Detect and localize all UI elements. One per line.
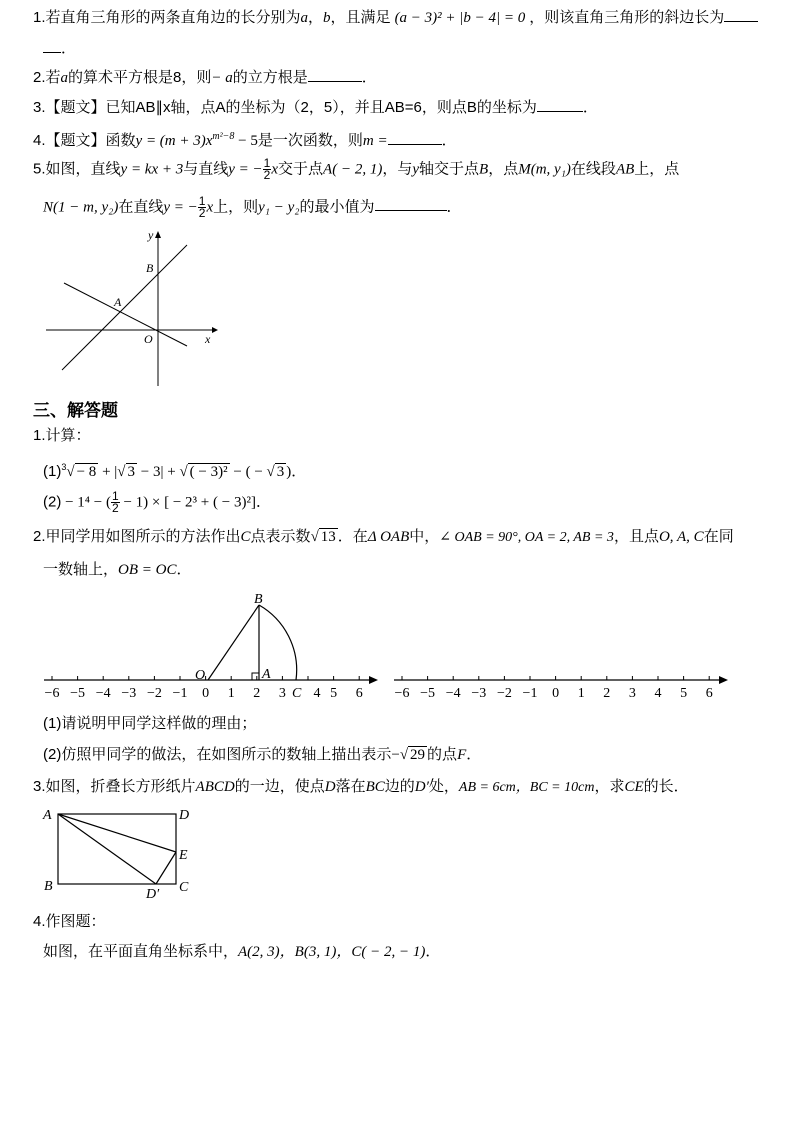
number-line-tick-label: −5 <box>420 686 436 701</box>
line-1-eq: y = kx + 3 <box>120 161 184 178</box>
period: ． <box>466 746 482 763</box>
number-line-tick-label: −6 <box>394 686 410 701</box>
question-text: 上，则 <box>213 198 259 216</box>
radicand: 13 <box>320 529 336 545</box>
question-text: 点表示数 <box>250 528 311 545</box>
question-text: 如图，折叠长方形纸片 <box>45 778 196 795</box>
question-5-cont <box>43 196 462 219</box>
fraction-denominator: 2 <box>263 168 271 182</box>
number-line-tick-label: 5 <box>680 686 688 701</box>
point-c-label: C <box>292 686 302 701</box>
point-f: F <box>457 747 467 763</box>
question-text: 的算术平方根是8，则 <box>68 69 212 86</box>
number-line-tick-label: −3 <box>471 686 487 701</box>
question-text: 的最小值为 <box>299 198 375 216</box>
triangle: Δ OAB <box>367 529 410 545</box>
number-line-tick-label: 4 <box>654 686 662 701</box>
number-line-tick-label: 0 <box>552 686 560 701</box>
answer-blank[interactable] <box>375 196 447 211</box>
question-text: 的立方根是 <box>232 69 308 86</box>
question-text: 若 <box>45 69 61 86</box>
problem-1 <box>33 426 91 446</box>
var-a: a <box>300 10 309 26</box>
question-text: 若直角三角形的两条直角边的长分别为 <box>45 9 301 26</box>
question-text: 的一边，使点 <box>234 778 325 795</box>
problem-1-part-2 <box>43 491 271 514</box>
question-text: ，求 <box>594 778 625 795</box>
period: ． <box>61 40 77 57</box>
number-line-tick-label: 2 <box>253 686 261 701</box>
segment-ce: CE <box>624 779 644 795</box>
fraction-denominator: 2 <box>112 501 119 515</box>
var-m: m = <box>362 133 388 149</box>
period: ． <box>446 198 462 216</box>
difference-expr: y₁ − y₂ <box>258 199 300 216</box>
question-text: 中， <box>409 528 440 545</box>
question-5 <box>33 158 679 181</box>
number-line-tick-label: 3 <box>628 686 636 701</box>
point-b-label: B <box>254 592 263 607</box>
right-angle-mark <box>252 673 259 680</box>
part-label: (2) <box>43 493 62 511</box>
y-arrow <box>155 231 161 238</box>
question-number: 4. <box>33 132 46 149</box>
question-2 <box>33 67 377 88</box>
number-line-tick-label: 0 <box>202 686 210 701</box>
separator: ， <box>308 9 324 26</box>
rectangle <box>58 814 176 884</box>
question-number: 2. <box>33 69 46 86</box>
point-n: N <box>43 199 54 216</box>
point-b-label: B <box>146 261 154 275</box>
question-text: 如图，直线 <box>45 160 121 178</box>
point-c-label: C <box>179 880 189 895</box>
number-line-tick-label: 1 <box>577 686 585 701</box>
points: A(2, 3)，B(3, 1)，C( − 2, − 1) <box>238 944 426 960</box>
problem-2-cont <box>43 560 192 580</box>
question-text: 轴交于点 <box>419 160 480 178</box>
question-text: 的点 <box>427 746 458 763</box>
conditions: ∠ OAB = 90°, OA = 2, AB = 3 <box>439 530 614 545</box>
number-line-tick-label: −1 <box>172 686 188 701</box>
radicand: 3 <box>276 464 285 480</box>
fraction-numerator: 1 <box>112 489 119 503</box>
period: ． <box>582 99 598 116</box>
number-line-tick-label: 6 <box>355 686 363 701</box>
question-1 <box>33 7 758 28</box>
question-3 <box>33 97 598 118</box>
question-text: 的长． <box>643 778 689 795</box>
radicand: 3 <box>127 464 136 480</box>
constant: − 5 <box>234 133 258 149</box>
number-line-1 <box>44 592 378 701</box>
point-a-label: A <box>114 295 122 309</box>
fraction <box>111 491 120 514</box>
point-m: M <box>518 161 531 178</box>
question-number: 1. <box>33 427 46 444</box>
number-line-arrow <box>369 676 378 684</box>
point-m-args: (m, y₁) <box>530 161 571 178</box>
problem-3 <box>33 777 689 798</box>
y-label: y <box>148 228 154 242</box>
question-text: ．在 <box>337 528 368 545</box>
problem-2-part-1: (1)请说明甲同学这样做的理由； <box>43 715 257 732</box>
equation: OB = OC <box>118 562 177 578</box>
line-2-var: x <box>206 199 214 216</box>
math-text: − 1⁴ − ( <box>61 494 111 511</box>
answer-blank[interactable] <box>43 38 61 53</box>
question-text: 落在 <box>335 778 366 795</box>
question-number: 5. <box>33 160 46 178</box>
question-text: 是一次函数，则 <box>257 132 363 149</box>
number-line-tick-label: 1 <box>227 686 235 701</box>
number-line-tick-label: −3 <box>121 686 137 701</box>
radicand: 29 <box>410 747 426 763</box>
point-b: B <box>479 161 489 178</box>
line-neg-half-x <box>64 283 187 346</box>
problem-2: 2.甲同学用如图所示的方法作出C点表示数√ 13 ．在Δ OAB中，∠ OAB = 90°, OA = 2, AB = 3，且点O, A, C在同 <box>33 528 734 545</box>
side-bc: BC <box>365 779 385 795</box>
answer-blank[interactable] <box>537 97 583 112</box>
question-4 <box>33 127 457 151</box>
cube-root-index: 3 <box>61 462 67 472</box>
question-text: ，则该直角三角形的斜边长为 <box>529 9 725 26</box>
point-a: A( − 2, 1) <box>323 161 383 178</box>
number-line-tick-label: 5 <box>330 686 338 701</box>
minus-sign: − <box>391 747 400 763</box>
question-text: ，点 <box>488 160 519 178</box>
number-line-tick-label: 4 <box>313 686 321 701</box>
segment-ad-prime <box>58 814 156 884</box>
radicand: − 8 <box>76 464 97 480</box>
answer-blank[interactable] <box>724 7 758 22</box>
period: ． <box>441 132 457 149</box>
question-text: 在同 <box>703 528 734 545</box>
equation: (a − 3)² + |b − 4| = 0 <box>394 10 526 26</box>
question-text: 【题文】函数 <box>45 132 136 149</box>
neg-a: − a <box>211 70 233 86</box>
period: ． <box>425 943 441 960</box>
question-number: 1. <box>33 9 46 26</box>
number-line-tick-label: 6 <box>705 686 713 701</box>
question-1-cont <box>43 38 76 59</box>
point-d: D <box>324 779 336 795</box>
period: ． <box>176 561 192 578</box>
point-e-label: E <box>179 848 188 863</box>
q5-figure <box>40 226 220 390</box>
point-b-label: B <box>44 879 53 894</box>
number-line-tick-label: −4 <box>95 686 111 701</box>
period: ． <box>361 69 377 86</box>
answer-blank[interactable] <box>308 67 362 82</box>
question-text: ，与 <box>382 160 413 178</box>
number-line-tick-label: −5 <box>70 686 86 701</box>
point-d-prime: D′ <box>414 779 429 795</box>
fraction-denominator: 2 <box>198 206 206 220</box>
fraction-numerator: 1 <box>263 156 271 170</box>
point-d-label: D <box>179 808 190 823</box>
problem-4-cont <box>43 942 440 962</box>
question-text: ，且点 <box>613 528 659 545</box>
part-label: (1) <box>43 463 62 480</box>
question-number: 2. <box>33 528 46 545</box>
number-line-tick-label: −2 <box>146 686 162 701</box>
segment-ob <box>208 605 259 680</box>
problem-4 <box>33 912 106 932</box>
fraction-numerator: 1 <box>198 194 206 208</box>
question-text: 作图题： <box>45 913 106 930</box>
question-text: 计算： <box>45 427 91 444</box>
point-a-label: A <box>262 667 271 682</box>
question-text: (2)仿照甲同学的做法，在如图所示的数轴上描出表示 <box>43 746 392 763</box>
segment-d-prime-e <box>156 852 176 884</box>
number-line-arrow <box>719 676 728 684</box>
line-kx-plus-3 <box>62 245 187 370</box>
section-heading: 三、解答题 <box>33 401 118 420</box>
math-text: − 1) × [ − 2³ + ( − 3)²]． <box>119 494 271 511</box>
point-o-label: O <box>195 668 206 683</box>
x-label: x <box>205 332 211 346</box>
line-2-eq: y = − <box>228 161 263 178</box>
math-text: + | <box>98 464 118 480</box>
radicand: ( − 3)² <box>189 464 228 480</box>
math-text: )． <box>286 464 307 480</box>
question-text: ，且满足 <box>330 9 391 26</box>
answer-blank[interactable] <box>388 130 442 145</box>
line-2-eq: y = − <box>163 199 198 216</box>
question-text: 处， <box>428 778 459 795</box>
function-expr: y = (m + 3)x <box>135 133 213 149</box>
conditions: AB = 6cm，BC = 10cm <box>458 780 595 795</box>
point-a-label: A <box>43 808 52 823</box>
rectangle-abcd: ABCD <box>195 779 235 795</box>
question-text: 在线段 <box>570 160 616 178</box>
var-y: y <box>412 161 420 178</box>
problem-2-part-2: (2)仿照甲同学的做法，在如图所示的数轴上描出表示−√ 29 的点F． <box>43 746 482 763</box>
number-line-2 <box>394 676 728 701</box>
question-text: 【题文】已知AB∥x轴，点A的坐标为（2，5），并且AB=6，则点B的坐标为 <box>45 99 537 116</box>
question-number: 3. <box>33 778 46 795</box>
segment-ae <box>58 814 176 852</box>
p3-figure <box>38 802 208 902</box>
exponent: m²−8 <box>212 131 235 142</box>
question-text: 与直线 <box>183 160 229 178</box>
math-text: − ( − <box>229 464 267 480</box>
number-line-tick-label: 2 <box>603 686 611 701</box>
number-line-tick-label: −4 <box>445 686 461 701</box>
origin-label: O <box>144 332 153 346</box>
point-d-prime-label: D′ <box>146 887 160 902</box>
question-text: 一数轴上， <box>43 561 119 578</box>
number-line-tick-label: −1 <box>522 686 538 701</box>
var-b: b <box>323 10 331 26</box>
points: O, A, C <box>658 529 704 545</box>
line-2-var: x <box>271 161 279 178</box>
math-text: − 3| + <box>137 464 180 480</box>
number-line-tick-label: −2 <box>496 686 512 701</box>
question-text: 如图，在平面直角坐标系中， <box>43 943 239 960</box>
x-arrow <box>212 327 218 333</box>
point-n-args: (1 − m, y₂) <box>53 199 119 216</box>
question-number: 3. <box>33 99 46 116</box>
number-line-tick-label: −6 <box>44 686 60 701</box>
var-a: a <box>60 70 69 86</box>
question-text: 上，点 <box>634 160 680 178</box>
question-text: 甲同学用如图所示的方法作出 <box>45 528 241 545</box>
p2-figure <box>38 588 738 708</box>
segment-ab: AB <box>615 161 635 178</box>
question-text: 交于点 <box>278 160 324 178</box>
question-text: 在直线 <box>118 198 164 216</box>
point-c: C <box>240 529 251 545</box>
number-line-tick-label: 3 <box>278 686 286 701</box>
question-text: 边的 <box>384 778 415 795</box>
problem-1-part-1: $(1)^3√ - 8$ + |√ 3 − 3| + √ ( − 3)² − ( − √ 3 )． <box>43 462 307 480</box>
question-number: 4. <box>33 913 46 930</box>
